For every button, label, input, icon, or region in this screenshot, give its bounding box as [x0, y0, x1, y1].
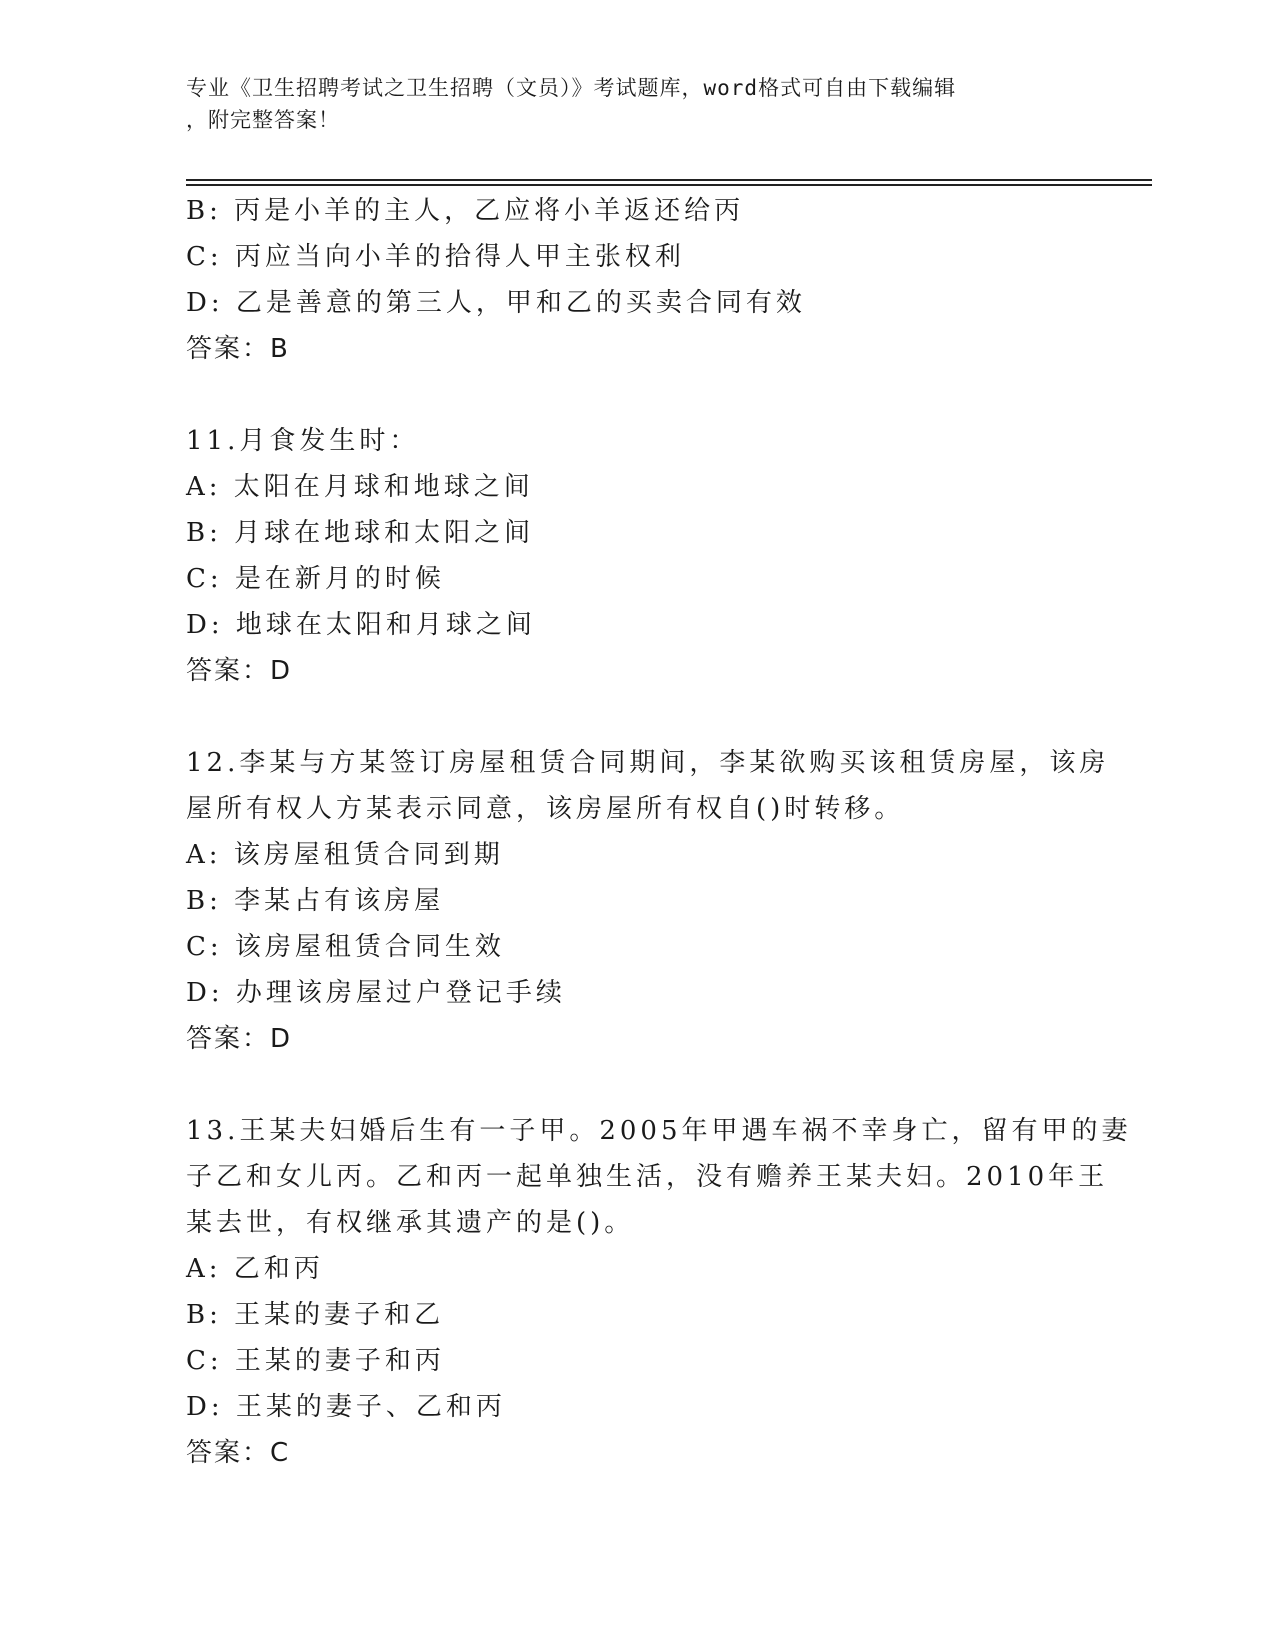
option-b: B: 丙是小羊的主人，乙应将小羊返还给丙 — [186, 196, 745, 226]
document-header — [186, 72, 1086, 136]
option-d: D: 王某的妻子、乙和丙 — [186, 1392, 506, 1422]
answer-line: 答案：D — [186, 1024, 293, 1054]
option-d: D: 地球在太阳和月球之间 — [186, 610, 536, 640]
option-a: A: 乙和丙 — [186, 1254, 324, 1284]
question-13 — [186, 1108, 1132, 1476]
option-b: B: 李某占有该房屋 — [186, 886, 445, 916]
answer-line: 答案：D — [186, 656, 293, 686]
header-divider-top — [186, 179, 1152, 181]
question-partial — [186, 188, 1086, 372]
option-c: C: 该房屋租赁合同生效 — [186, 932, 505, 962]
question-stem: 11.月食发生时： — [186, 426, 420, 456]
option-c: C: 丙应当向小羊的拾得人甲主张权利 — [186, 242, 685, 272]
question-stem: 屋所有权人方某表示同意，该房屋所有权自()时转移。 — [186, 794, 905, 824]
answer-line: 答案：B — [186, 334, 290, 364]
question-list — [186, 188, 1132, 1476]
header-divider-bottom — [186, 184, 1152, 186]
option-c: C: 是在新月的时候 — [186, 564, 445, 594]
header-line-1: 专业《卫生招聘考试之卫生招聘（文员）》考试题库，word格式可自由下载编辑 — [186, 76, 957, 100]
option-d: D: 办理该房屋过户登记手续 — [186, 978, 566, 1008]
option-b: B: 王某的妻子和乙 — [186, 1300, 445, 1330]
option-a: A: 太阳在月球和地球之间 — [186, 472, 534, 502]
option-a: A: 该房屋租赁合同到期 — [186, 840, 504, 870]
header-line-2: ，附完整答案！ — [186, 108, 340, 132]
question-12 — [186, 740, 1110, 1062]
question-stem: 某去世，有权继承其遗产的是()。 — [186, 1208, 635, 1238]
question-stem: 子乙和女儿丙。乙和丙一起单独生活，没有赡养王某夫妇。2010年王 — [186, 1162, 1109, 1192]
option-d: D: 乙是善意的第三人，甲和乙的买卖合同有效 — [186, 288, 806, 318]
answer-line: 答案：C — [186, 1438, 291, 1468]
question-stem: 13.王某夫妇婚后生有一子甲。2005年甲遇车祸不幸身亡，留有甲的妻 — [186, 1116, 1132, 1146]
question-stem: 12.李某与方某签订房屋租赁合同期间，李某欲购买该租赁房屋，该房 — [186, 748, 1110, 778]
question-11 — [186, 418, 1086, 694]
option-b: B: 月球在地球和太阳之间 — [186, 518, 535, 548]
option-c: C: 王某的妻子和丙 — [186, 1346, 445, 1376]
